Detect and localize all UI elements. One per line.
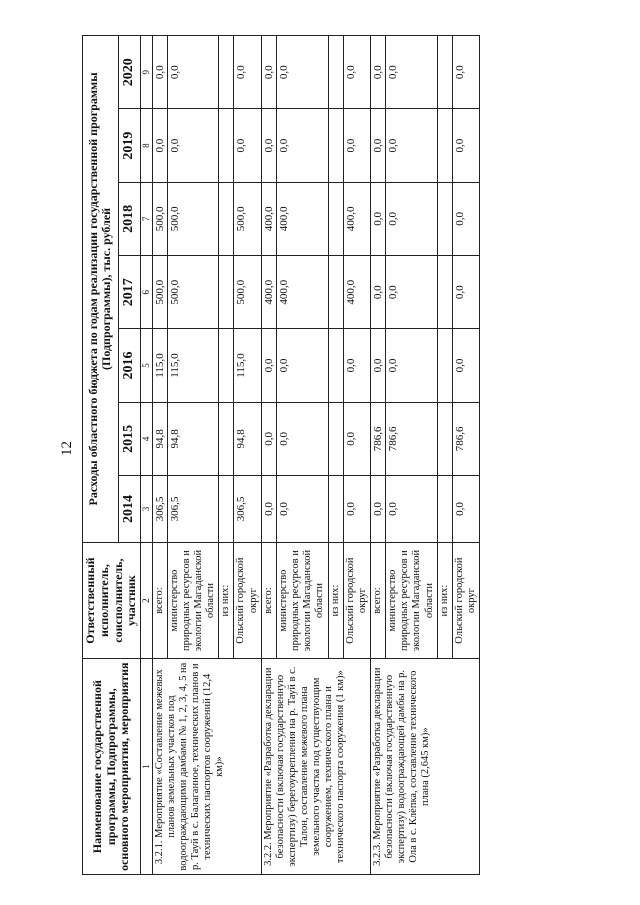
executor-label: из них:	[219, 542, 234, 658]
column-number: 9	[141, 36, 152, 109]
activity-name: 3.2.1. Мероприятие «Составление межевых планов земельных участков под водоограждающими дамбами № 1, 2, 3, 4, 5 на р. Тауй в с. Балаганное, технических планов и технических паспортов сооружений (12,4 км)»	[152, 659, 261, 875]
expense-value: 400,0	[343, 256, 370, 329]
expense-value: 0,0	[277, 476, 328, 543]
activity-name: 3.2.2. Мероприятие «Разработка декларации безопасности (включая государственную экспертизу) берегоукрепления на р. Тауй в с. Талон, составление межевого плана земельного участка под существующим сооружением, технического плана и технического паспорта сооружения (1 км)»	[261, 659, 370, 875]
expense-value: 400,0	[277, 256, 328, 329]
header-year: 2017	[118, 256, 140, 329]
expense-value	[437, 109, 452, 182]
expense-value: 400,0	[277, 182, 328, 255]
expense-value: 0,0	[343, 402, 370, 475]
expense-value	[328, 256, 343, 329]
expense-value: 0,0	[386, 329, 437, 402]
expense-value: 0,0	[370, 36, 386, 109]
column-number: 2	[141, 542, 152, 658]
expense-value: 786,6	[386, 402, 437, 475]
expense-value	[219, 402, 234, 475]
expense-value: 400,0	[261, 182, 277, 255]
expense-value: 306,5	[152, 476, 168, 543]
expense-value	[219, 182, 234, 255]
expense-value: 0,0	[370, 109, 386, 182]
column-number: 8	[141, 109, 152, 182]
expense-value: 306,5	[168, 476, 219, 543]
expense-value: 0,0	[343, 36, 370, 109]
expense-value: 500,0	[168, 182, 219, 255]
expense-value: 0,0	[370, 256, 386, 329]
header-executor: Ответственный исполнитель, соисполнитель, участник	[83, 542, 141, 658]
expense-value: 0,0	[261, 329, 277, 402]
activity-name: 3.2.3. Мероприятие «Разработка декларации безопасности (включая государственную экспертизу) водоограждающей дамбы на р. Ола в с. Клёпка, составление технического плана (2,645 км)»	[370, 659, 479, 875]
expense-value	[219, 109, 234, 182]
expense-value	[437, 476, 452, 543]
executor-label: из них:	[328, 542, 343, 658]
expense-value: 786,6	[452, 402, 479, 475]
expense-value: 0,0	[386, 476, 437, 543]
expense-value: 115,0	[168, 329, 219, 402]
header-year: 2014	[118, 476, 140, 543]
expense-value: 0,0	[261, 402, 277, 475]
expense-value: 94,8	[234, 402, 261, 475]
expense-value: 0,0	[152, 109, 168, 182]
expense-value: 0,0	[277, 36, 328, 109]
expense-value: 115,0	[152, 329, 168, 402]
expense-value: 400,0	[261, 256, 277, 329]
expense-value	[328, 36, 343, 109]
executor-label: Ольский городской округ	[234, 542, 261, 658]
header-year: 2020	[118, 36, 140, 109]
expense-value	[328, 476, 343, 543]
expense-value: 0,0	[343, 476, 370, 543]
executor-label: всего:	[261, 542, 277, 658]
expense-value	[328, 109, 343, 182]
expense-value	[437, 182, 452, 255]
column-number: 3	[141, 476, 152, 543]
column-number: 4	[141, 402, 152, 475]
expense-value: 0,0	[343, 329, 370, 402]
expense-value: 0,0	[261, 109, 277, 182]
expense-value: 0,0	[386, 182, 437, 255]
expense-value: 0,0	[168, 109, 219, 182]
expense-value	[219, 36, 234, 109]
expense-value	[437, 329, 452, 402]
expense-value	[437, 402, 452, 475]
page-number: 12	[59, 441, 75, 456]
expense-value: 0,0	[152, 36, 168, 109]
column-number: 1	[141, 659, 152, 875]
budget-table	[82, 35, 480, 875]
column-number: 7	[141, 182, 152, 255]
expense-value: 0,0	[277, 109, 328, 182]
expense-value: 500,0	[152, 182, 168, 255]
expense-value: 0,0	[168, 36, 219, 109]
header-year: 2015	[118, 402, 140, 475]
expense-value: 786,6	[370, 402, 386, 475]
header-expenses: Расходы областного бюджета по годам реализации государственной программы (Подпрограммы), тыс. рублей	[83, 36, 119, 543]
expense-value: 0,0	[452, 36, 479, 109]
table-row	[261, 36, 277, 875]
expense-value: 0,0	[370, 476, 386, 543]
header-year: 2019	[118, 109, 140, 182]
expense-value: 0,0	[343, 109, 370, 182]
expense-value	[328, 182, 343, 255]
expense-value: 0,0	[261, 476, 277, 543]
column-number: 5	[141, 329, 152, 402]
expense-value: 0,0	[370, 329, 386, 402]
expense-value: 0,0	[386, 256, 437, 329]
expense-value: 500,0	[168, 256, 219, 329]
expense-value	[219, 256, 234, 329]
expense-value: 0,0	[452, 329, 479, 402]
executor-label: всего:	[152, 542, 168, 658]
executor-label: из них:	[437, 542, 452, 658]
expense-value: 500,0	[234, 256, 261, 329]
expense-value: 306,5	[234, 476, 261, 543]
expense-value: 0,0	[386, 109, 437, 182]
expense-value: 94,8	[168, 402, 219, 475]
expense-value: 0,0	[370, 182, 386, 255]
executor-label: Ольский городской округ	[343, 542, 370, 658]
header-name: Наименование государственной программы, Подпрограммы, основного мероприятия, мероприятия	[83, 659, 141, 875]
expense-value: 500,0	[234, 182, 261, 255]
expense-value: 0,0	[277, 329, 328, 402]
executor-label: Ольский городской округ	[452, 542, 479, 658]
table-row	[370, 36, 386, 875]
expense-value: 500,0	[152, 256, 168, 329]
header-year: 2016	[118, 329, 140, 402]
expense-value	[328, 402, 343, 475]
executor-label: министерство природных ресурсов и экологии Магаданской области	[386, 542, 437, 658]
expense-value: 0,0	[261, 36, 277, 109]
expense-value: 0,0	[234, 36, 261, 109]
column-number: 6	[141, 256, 152, 329]
executor-label: министерство природных ресурсов и экологии Магаданской области	[277, 542, 328, 658]
expense-value	[437, 256, 452, 329]
expense-value: 0,0	[452, 256, 479, 329]
rotated-table-container	[82, 35, 602, 875]
expense-value: 0,0	[234, 109, 261, 182]
expense-value: 94,8	[152, 402, 168, 475]
header-year: 2018	[118, 182, 140, 255]
expense-value: 0,0	[386, 36, 437, 109]
expense-value	[437, 36, 452, 109]
executor-label: всего:	[370, 542, 386, 658]
expense-value: 0,0	[452, 182, 479, 255]
expense-value	[219, 329, 234, 402]
expense-value: 400,0	[343, 182, 370, 255]
expense-value: 0,0	[452, 476, 479, 543]
executor-label: министерство природных ресурсов и экологии Магаданской области	[168, 542, 219, 658]
expense-value: 0,0	[452, 109, 479, 182]
expense-value: 0,0	[277, 402, 328, 475]
expense-value	[328, 329, 343, 402]
expense-value	[219, 476, 234, 543]
table-row	[152, 36, 168, 875]
expense-value: 115,0	[234, 329, 261, 402]
